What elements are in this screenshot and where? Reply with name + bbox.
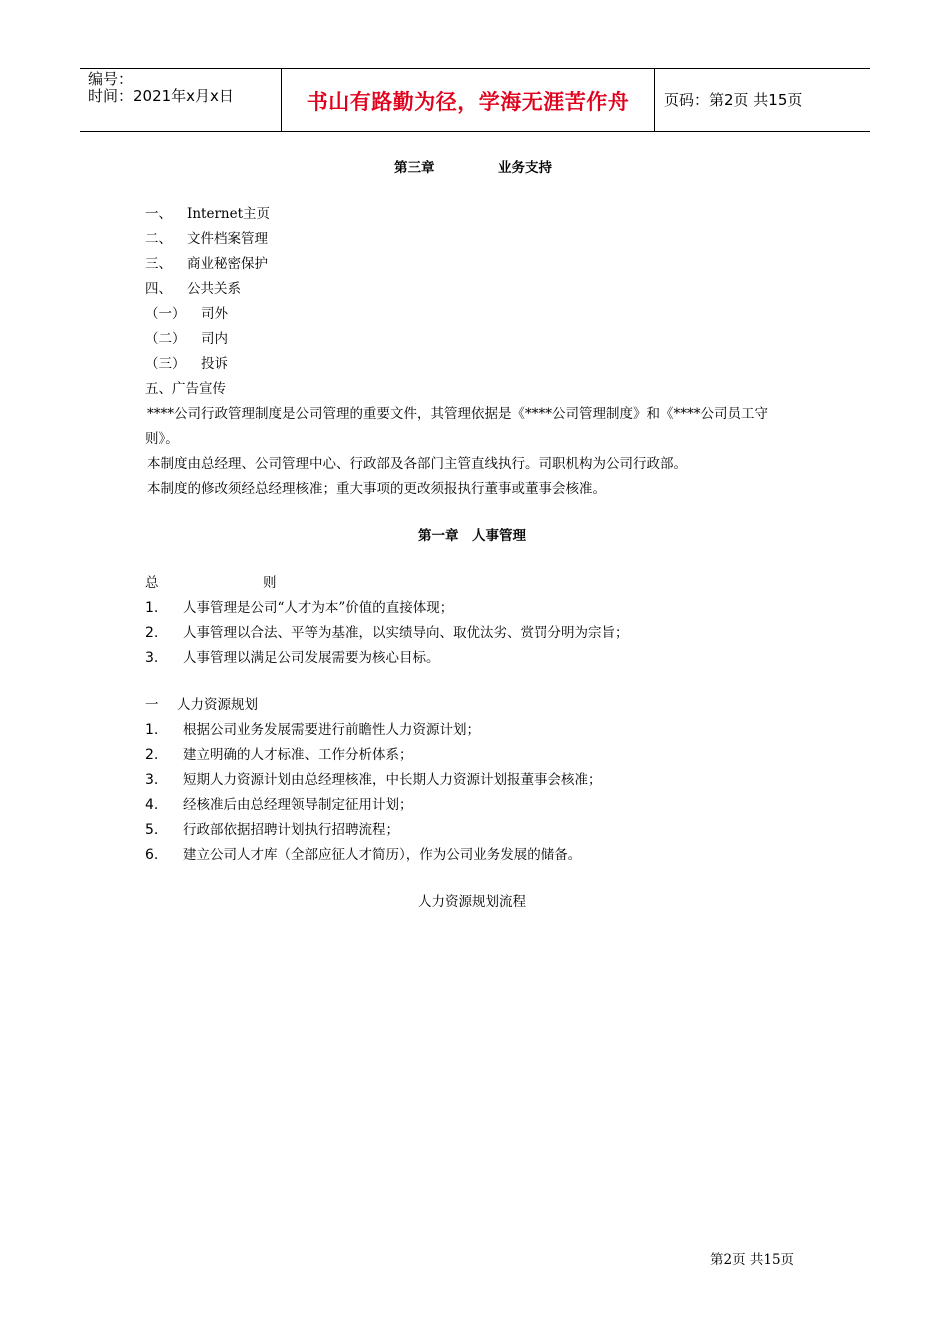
chapter3-title-left: 第三章: [394, 160, 435, 176]
item-number: 三、: [145, 256, 172, 272]
sub-list-item: [145, 304, 228, 324]
item-number: 2.: [145, 625, 159, 641]
date-label: 时间：2021年x月x日: [88, 87, 234, 105]
item-number: 3.: [145, 650, 159, 666]
list-item: [145, 229, 268, 249]
item-number: （三）: [145, 356, 186, 372]
paragraph-2: 本制度由总经理、公司管理中心、行政部及各部门主管直线执行。司职机构为公司行政部。: [147, 456, 687, 472]
item-number: 四、: [145, 281, 172, 297]
item-number: 3.: [145, 772, 159, 788]
header-page-number: 页码：第2页 共15页: [664, 91, 803, 109]
item-number: 5.: [145, 822, 159, 838]
list-item: [145, 820, 399, 840]
list-item: [145, 598, 453, 618]
item-text: 建立公司人才库（全部应征人才简历），作为公司业务发展的储备。: [183, 847, 582, 863]
item-text: 商业秘密保护: [187, 256, 268, 272]
flow-title: 人力资源规划流程: [418, 894, 526, 910]
item-text: 根据公司业务发展需要进行前瞻性人力资源计划；: [183, 722, 480, 738]
chapter3-title-right: 业务支持: [498, 160, 552, 176]
general-heading-left: 总: [145, 575, 159, 591]
serial-label: 编号：: [88, 70, 134, 88]
list-item: [145, 648, 440, 668]
item-text: 公共关系: [187, 281, 241, 297]
list-item: [145, 770, 602, 790]
list-item-5: 五、广告宣传: [145, 381, 226, 397]
paragraph-3: 本制度的修改须经总经理核准；重大事项的更改须报执行董事或董事会核准。: [147, 481, 606, 497]
page-header: [80, 68, 870, 132]
list-item: [145, 623, 629, 643]
item-text: 人事管理是公司“人才为本”价值的直接体现；: [183, 600, 454, 616]
list-item: [145, 720, 480, 740]
item-number: 二、: [145, 231, 172, 247]
item-number: 4.: [145, 797, 159, 813]
item-text: 人事管理以合法、平等为基准，以实绩导向、取优汰劣、赏罚分明为宗旨；: [183, 625, 629, 641]
paragraph-1-line-2: 则》。: [145, 431, 179, 447]
header-divider: [654, 69, 655, 131]
item-number: （二）: [145, 331, 186, 347]
item-text: 短期人力资源计划由总经理核准，中长期人力资源计划报董事会核准；: [183, 772, 602, 788]
sub-list-item: [145, 329, 228, 349]
item-text: 文件档案管理: [187, 231, 268, 247]
header-motto: 书山有路勤为径，学海无涯苦作舟: [306, 90, 630, 114]
item-number: 1.: [145, 722, 159, 738]
section-title: 人力资源规划: [177, 697, 258, 713]
paragraph-1-line-1: ****公司行政管理制度是公司管理的重要文件，其管理依据是《****公司管理制度》和《****公司员工守: [147, 406, 768, 422]
item-text: 司内: [201, 331, 228, 347]
list-item: [145, 204, 270, 224]
item-text: 经核准后由总经理领导制定征用计划；: [183, 797, 413, 813]
list-item: [145, 254, 268, 274]
item-text: 建立明确的人才标准、工作分析体系；: [183, 747, 413, 763]
list-item: [145, 279, 241, 299]
section1-heading: [145, 695, 258, 715]
section-number: 一: [145, 697, 159, 713]
item-number: 6.: [145, 847, 159, 863]
item-number: 1.: [145, 600, 159, 616]
item-text: 司外: [201, 306, 228, 322]
item-number: 2.: [145, 747, 159, 763]
header-meta: [88, 71, 234, 105]
item-number: （一）: [145, 306, 186, 322]
sub-list-item: [145, 354, 228, 374]
item-text: 投诉: [201, 356, 228, 372]
item-text: Internet主页: [187, 206, 271, 222]
list-item: [145, 745, 413, 765]
page-footer: 第2页 共15页: [710, 1252, 795, 1268]
list-item: [145, 845, 581, 865]
item-number: 一、: [145, 206, 172, 222]
chapter1-title: 第一章 人事管理: [418, 528, 526, 544]
general-heading-right: 则: [263, 575, 277, 591]
item-text: 行政部依据招聘计划执行招聘流程；: [183, 822, 399, 838]
item-text: 人事管理以满足公司发展需要为核心目标。: [183, 650, 440, 666]
list-item: [145, 795, 413, 815]
